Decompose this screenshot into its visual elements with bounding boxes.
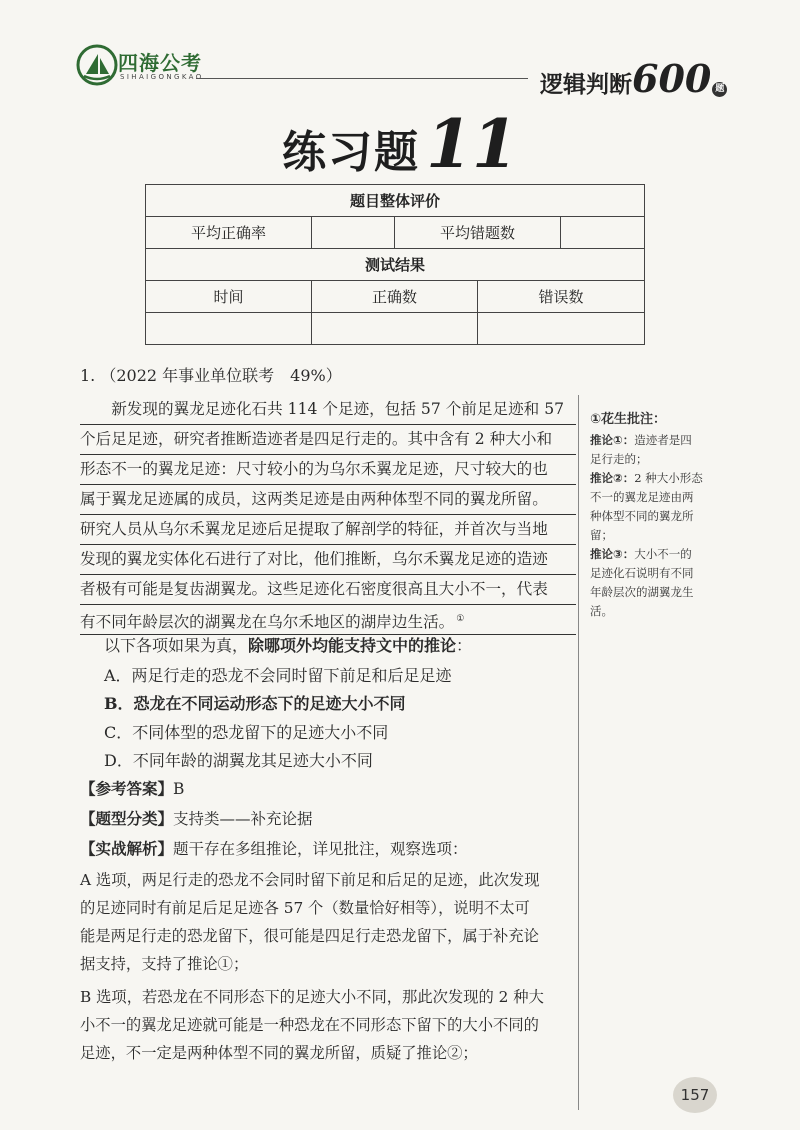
brand-name: 四海公考 [118, 51, 202, 75]
note-3-text: 活。 [590, 604, 613, 618]
question-stem [80, 395, 576, 635]
exercise-title-text: 练习题 [282, 127, 421, 178]
option-c[interactable]: C．不同体型的恐龙留下的足迹大小不同 [104, 723, 389, 742]
avg-errors-value[interactable] [561, 217, 645, 249]
avg-accuracy-value[interactable] [312, 217, 395, 249]
exercise-title-number: 11 [426, 105, 518, 183]
analysis-line: B 选项，若恐龙在不同形态下的足迹大小不同，那此次发现的 2 种大 [80, 988, 544, 1006]
prompt-emphasis: 除哪项外均能支持文中的推论 [248, 636, 457, 655]
overall-evaluation-heading: 题目整体评价 [146, 185, 645, 217]
question-header [80, 361, 342, 390]
note-3-label: 推论③： [590, 547, 635, 561]
note-2-label: 推论②： [590, 471, 635, 485]
book-title-text: 逻辑判断 [540, 72, 632, 98]
stem-line: 发现的翼龙实体化石进行了对比，他们推断，乌尔禾翼龙足迹的造迹 [80, 545, 576, 575]
note-2-line [590, 469, 740, 488]
margin-notes [590, 410, 740, 621]
reference-answer [80, 775, 184, 803]
stem-line: 形态不一的翼龙足迹：尺寸较小的为乌尔禾翼龙足迹，尺寸较大的也 [80, 455, 576, 485]
analysis-line: 据支持，支持了推论①； [80, 955, 249, 973]
question-number: 1. [80, 366, 96, 385]
analysis-line: 能是两足行走的恐龙留下，很可能是四足行走恐龙留下，属于补充论 [80, 927, 539, 945]
page-number: 157 [673, 1077, 717, 1113]
exercise-title [0, 105, 800, 183]
note-marker: ① [456, 614, 465, 624]
notes-title: ①花生批注： [590, 412, 667, 427]
book-title [540, 56, 727, 101]
analysis-line: A 选项，两足行走的恐龙不会同时留下前足和后足的足迹，此次发现 [80, 871, 540, 889]
option-d[interactable]: D．不同年龄的湖翼龙其足迹大小不同 [104, 751, 373, 770]
prompt-post: ： [456, 636, 473, 655]
question-prompt [104, 631, 472, 660]
reference-answer-value: B [173, 780, 185, 798]
wrong-count-value[interactable] [478, 313, 645, 345]
avg-accuracy-label: 平均正确率 [146, 217, 312, 249]
time-value[interactable] [146, 313, 312, 345]
stem-line-text: 有不同年龄层次的湖翼龙在乌尔禾地区的湖岸边生活。 [80, 613, 455, 631]
evaluation-table [145, 184, 645, 345]
stem-line: 个后足足迹，研究者推断造迹者是四足行走的。其中含有 2 种大小和 [80, 425, 576, 455]
note-2-text: 种体型不同的翼龙所 [590, 509, 694, 523]
analysis-header [80, 835, 468, 863]
note-1-text: 造迹者是四 [634, 433, 692, 447]
analysis-intro: 题干存在多组推论，详见批注，观察选项： [173, 840, 468, 858]
note-3-text: 足迹化石说明有不同 [590, 566, 694, 580]
correct-count-value[interactable] [312, 313, 478, 345]
wrong-count-label: 错误数 [478, 281, 645, 313]
analysis-line: 小不一的翼龙足迹就可能是一种恐龙在不同形态下留下的大小不同的 [80, 1016, 539, 1034]
note-2-text: 不一的翼龙足迹由两 [590, 490, 694, 504]
reference-answer-label: 【参考答案】 [80, 780, 174, 798]
stem-line: 者极有可能是复齿湖翼龙。这些足迹化石密度很高且大小不一，代表 [80, 575, 576, 605]
time-label: 时间 [146, 281, 312, 313]
analysis-line: 的足迹同时有前足后足足迹各 57 个（数量恰好相等），说明不太可 [80, 899, 530, 917]
prompt-pre: 以下各项如果为真， [104, 636, 249, 655]
option-a[interactable]: A．两足行走的恐龙不会同时留下前足和后足足迹 [104, 666, 452, 685]
avg-errors-label: 平均错题数 [395, 217, 561, 249]
analysis-label: 【实战解析】 [80, 840, 174, 858]
notes-divider [578, 395, 579, 1110]
note-1-line [590, 431, 740, 450]
note-3-line [590, 545, 740, 564]
stem-line: 研究人员从乌尔禾翼龙足迹后足提取了解剖学的特征，并首次与当地 [80, 515, 576, 545]
option-b[interactable]: B．恐龙在不同运动形态下的足迹大小不同 [104, 694, 406, 713]
book-title-number: 600 [632, 56, 712, 101]
stem-line: 属于翼龙足迹属的成员，这两类足迹是由两种体型不同的翼龙所留。 [80, 485, 576, 515]
note-3-text: 大小不一的 [634, 547, 692, 561]
stem-line: 新发现的翼龙足迹化石共 114 个足迹，包括 57 个前足足迹和 57 [80, 395, 576, 425]
note-1-text: 足行走的； [590, 452, 648, 466]
test-result-heading: 测试结果 [146, 249, 645, 281]
header-rule [196, 78, 528, 79]
book-title-suffix: 题 [712, 82, 727, 97]
note-3-text: 年龄层次的湖翼龙生 [590, 585, 694, 599]
note-2-text: 2 种大小形态 [634, 471, 703, 485]
analysis-line: 足迹，不一定是两种体型不同的翼龙所留，质疑了推论②； [80, 1044, 478, 1062]
brand-logo-icon [76, 44, 118, 86]
question-source: （2022 年事业单位联考 49%） [100, 366, 342, 385]
note-1-label: 推论①： [590, 433, 635, 447]
question-category-value: 支持类——补充论据 [173, 810, 313, 828]
question-category [80, 805, 313, 833]
question-category-label: 【题型分类】 [80, 810, 174, 828]
brand-subtitle: SIHAIGONGKAO [120, 73, 204, 81]
correct-count-label: 正确数 [312, 281, 478, 313]
note-2-text: 留； [590, 528, 613, 542]
